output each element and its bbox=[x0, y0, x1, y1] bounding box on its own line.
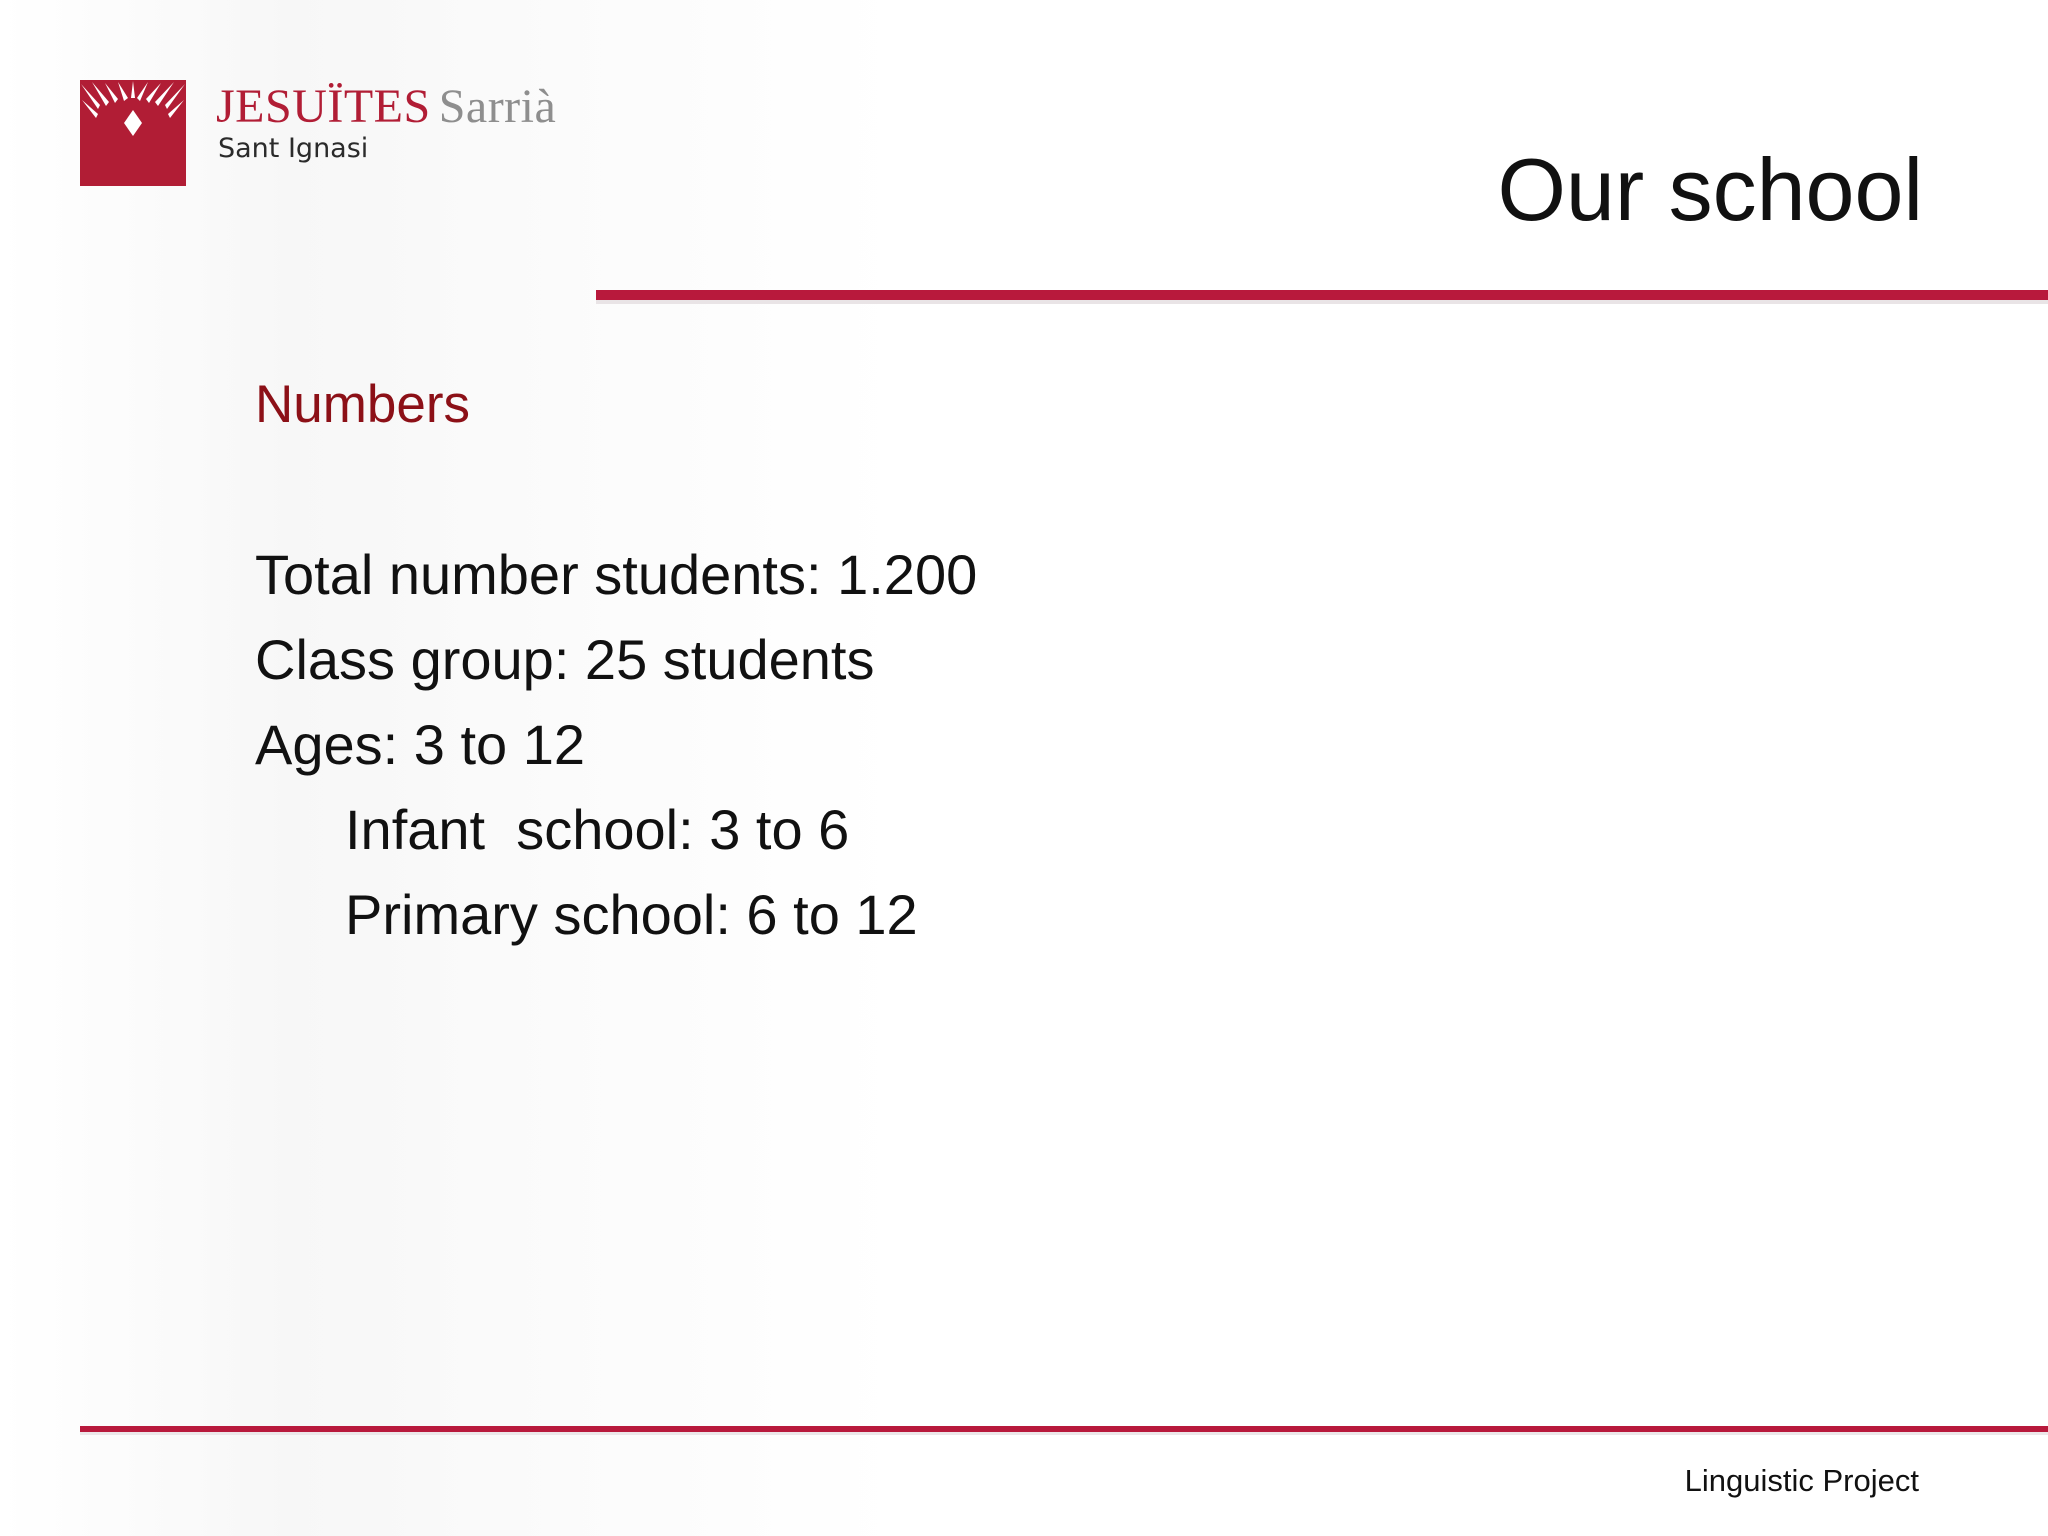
infant-school-line: Infant school: 3 to 6 bbox=[345, 798, 850, 861]
slide-title: Our school bbox=[1497, 140, 1923, 239]
total-students-line: Total number students: 1.200 bbox=[255, 543, 978, 606]
ages-line: Ages: 3 to 12 bbox=[255, 713, 586, 776]
logo-brand: JESUÏTES bbox=[216, 80, 431, 133]
logo-wordmark bbox=[216, 78, 556, 164]
title-divider bbox=[596, 290, 2048, 300]
footer-divider bbox=[80, 1426, 2048, 1432]
sunburst-logo-icon bbox=[80, 80, 186, 186]
numbers-list bbox=[255, 536, 977, 961]
school-logo bbox=[80, 78, 560, 186]
primary-school-line: Primary school: 6 to 12 bbox=[345, 883, 918, 946]
footer-label: Linguistic Project bbox=[1684, 1463, 1919, 1498]
class-group-line: Class group: 25 students bbox=[255, 628, 875, 691]
logo-subtitle: Sant Ignasi bbox=[218, 133, 369, 164]
logo-location: Sarrià bbox=[438, 80, 557, 133]
section-heading: Numbers bbox=[255, 375, 471, 434]
